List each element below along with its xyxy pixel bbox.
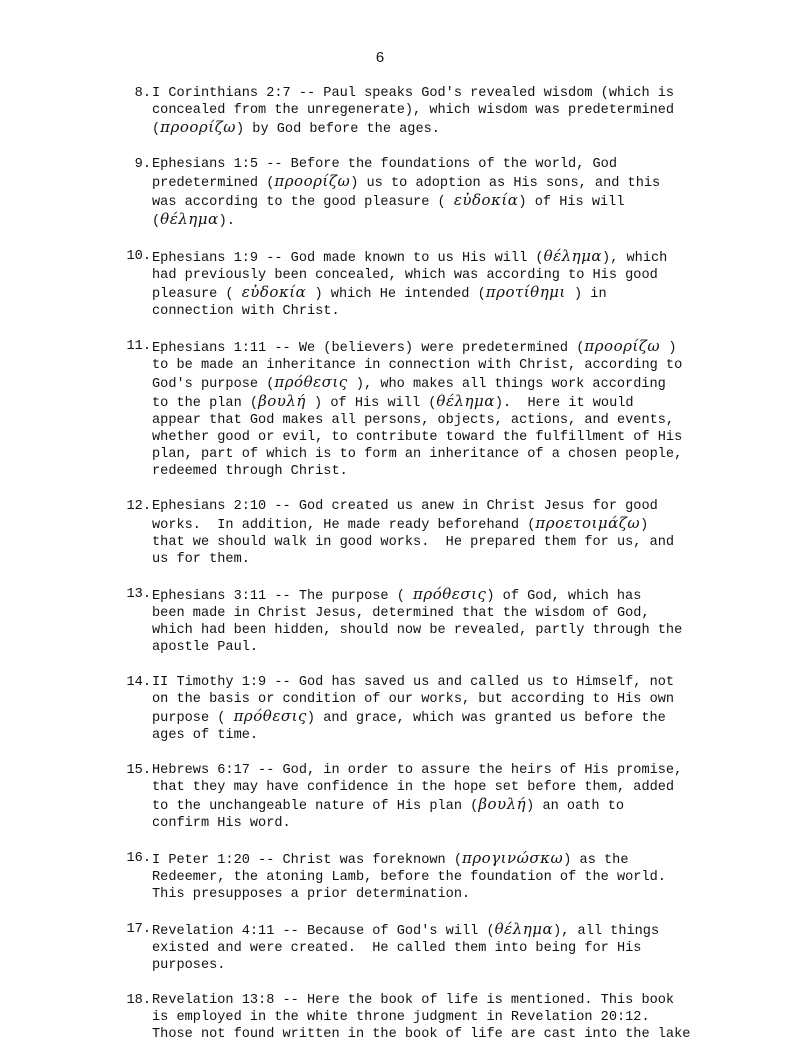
list-item bbox=[114, 992, 714, 1043]
text-run: on the basis or condition of our works, but according to His own bbox=[152, 692, 675, 707]
greek-term: εὐδοκία bbox=[453, 191, 519, 209]
text-run: that we should walk in good works. He prepared them for us, and bbox=[152, 535, 675, 550]
text-run: ) bbox=[640, 518, 649, 533]
list-item-number: 13. bbox=[126, 587, 151, 602]
text-line bbox=[152, 850, 714, 869]
text-line bbox=[152, 605, 714, 622]
text-line bbox=[152, 779, 714, 796]
text-line bbox=[152, 992, 714, 1009]
greek-term: πρόθεσις bbox=[233, 707, 307, 725]
text-run: ( bbox=[152, 122, 161, 137]
list-item-number: 10. bbox=[126, 249, 151, 264]
text-run: ) by God before the ages. bbox=[235, 122, 440, 137]
text-line bbox=[152, 534, 714, 551]
text-line bbox=[152, 762, 714, 779]
list-item-text bbox=[151, 248, 714, 320]
text-run: II Timothy 1:9 -- God has saved us and called us to Himself, not bbox=[152, 675, 675, 690]
list-item-text bbox=[151, 992, 714, 1043]
text-run: connection with Christ. bbox=[152, 304, 340, 319]
greek-term: εὐδοκία bbox=[241, 283, 307, 301]
greek-term: πρόθεσις bbox=[413, 585, 487, 603]
text-run: predetermined ( bbox=[152, 176, 275, 191]
text-line bbox=[152, 622, 714, 639]
greek-term: προτίθημι bbox=[485, 283, 566, 301]
list-item-text bbox=[151, 85, 714, 138]
text-run: works. In addition, He made ready beforehand ( bbox=[152, 518, 536, 533]
text-line bbox=[152, 957, 714, 974]
list-item-number: 8. bbox=[134, 86, 151, 101]
text-line bbox=[152, 338, 714, 357]
list-item bbox=[114, 85, 714, 138]
list-item bbox=[114, 338, 714, 480]
list-item-text bbox=[151, 762, 714, 832]
text-run: to be made an inheritance in connection with Christ, according to bbox=[152, 358, 683, 373]
text-run: plan, part of which is to form an inheritance of a chosen people, bbox=[152, 447, 683, 462]
list-item bbox=[114, 248, 714, 320]
text-run: Revelation 4:11 -- Because of God's will ( bbox=[152, 924, 495, 939]
text-line bbox=[152, 156, 714, 173]
text-run: pleasure ( bbox=[152, 287, 242, 302]
list-item bbox=[114, 762, 714, 832]
list-item bbox=[114, 850, 714, 903]
list-item bbox=[114, 674, 714, 744]
text-line bbox=[152, 886, 714, 903]
text-run: ), which bbox=[602, 251, 668, 266]
text-run: been made in Christ Jesus, determined that the wisdom of God, bbox=[152, 606, 650, 621]
text-run: that they may have confidence in the hope set before them, added bbox=[152, 780, 675, 795]
text-line bbox=[152, 674, 714, 691]
text-run: Hebrews 6:17 -- God, in order to assure the heirs of His promise, bbox=[152, 763, 683, 778]
text-run: ( bbox=[152, 214, 161, 229]
text-run: ) an oath to bbox=[526, 799, 625, 814]
text-run: Those not found written in the book of life are cast into the lake bbox=[152, 1027, 691, 1042]
text-run: Ephesians 1:11 -- We (believers) were predetermined ( bbox=[152, 341, 585, 356]
greek-term: θέλημα bbox=[436, 392, 495, 410]
text-run: Revelation 13:8 -- Here the book of life is mentioned. This book bbox=[152, 993, 675, 1008]
text-run: is employed in the white throne judgment in Revelation 20:12. bbox=[152, 1010, 650, 1025]
text-run: purpose ( bbox=[152, 711, 234, 726]
text-run: ) in bbox=[565, 287, 607, 302]
list-item-text bbox=[151, 156, 714, 230]
text-run: ) us to adoption as His sons, and this bbox=[350, 176, 661, 191]
text-line bbox=[152, 412, 714, 429]
text-line bbox=[152, 248, 714, 267]
greek-term: θέλημα bbox=[160, 210, 219, 228]
text-line bbox=[152, 267, 714, 284]
list-item-text bbox=[151, 674, 714, 744]
list-item-number: 17. bbox=[126, 922, 151, 937]
list-item-text bbox=[151, 498, 714, 568]
text-line bbox=[152, 463, 714, 480]
text-run: appear that God makes all persons, objects, actions, and events, bbox=[152, 413, 675, 428]
list-item-number: 11. bbox=[126, 339, 151, 354]
text-run: existed and were created. He called them into being for His bbox=[152, 941, 642, 956]
text-run: ), who makes all things work according bbox=[347, 377, 666, 392]
greek-term: προγινώσκω bbox=[462, 849, 564, 867]
list-item bbox=[114, 586, 714, 656]
text-line bbox=[152, 192, 714, 211]
greek-term: προορίζω bbox=[160, 118, 236, 136]
scripture-reference-list bbox=[114, 85, 714, 1061]
text-line bbox=[152, 374, 714, 393]
text-run: God's purpose ( bbox=[152, 377, 275, 392]
list-item-number: 18. bbox=[126, 993, 151, 1008]
text-line bbox=[152, 211, 714, 230]
text-run: ) which He intended ( bbox=[306, 287, 486, 302]
text-run: ), all things bbox=[553, 924, 660, 939]
greek-term: προορίζω bbox=[584, 337, 661, 355]
text-run: was according to the good pleasure ( bbox=[152, 195, 454, 210]
text-line bbox=[152, 284, 714, 303]
text-run: ). bbox=[218, 214, 235, 229]
list-item bbox=[114, 921, 714, 974]
text-line bbox=[152, 102, 714, 119]
text-run: which had been hidden, should now be revealed, partly through the bbox=[152, 623, 683, 638]
text-line bbox=[152, 429, 714, 446]
text-line bbox=[152, 815, 714, 832]
text-line bbox=[152, 727, 714, 744]
text-run: Ephesians 1:5 -- Before the foundations of the world, God bbox=[152, 157, 617, 172]
text-run: ages of time. bbox=[152, 728, 259, 743]
text-line bbox=[152, 551, 714, 568]
text-run: us for them. bbox=[152, 552, 250, 567]
text-run: Ephesians 2:10 -- God created us anew in Christ Jesus for good bbox=[152, 499, 658, 514]
list-item-text bbox=[151, 921, 714, 974]
list-item-number: 12. bbox=[126, 499, 151, 514]
page-number: 6 bbox=[375, 50, 385, 67]
text-run: ) as the bbox=[563, 853, 629, 868]
text-run: Redeemer, the atoning Lamb, before the foundation of the world. bbox=[152, 870, 666, 885]
list-item bbox=[114, 156, 714, 230]
text-line bbox=[152, 173, 714, 192]
text-run: redeemed through Christ. bbox=[152, 464, 348, 479]
text-line bbox=[152, 796, 714, 815]
greek-term: θέλημα bbox=[494, 920, 554, 938]
list-item-number: 15. bbox=[126, 763, 151, 778]
text-line bbox=[152, 940, 714, 957]
text-run: ) bbox=[660, 341, 677, 356]
text-run: had previously been concealed, which was according to His good bbox=[152, 268, 658, 283]
text-run: ) of His will ( bbox=[305, 396, 437, 411]
text-run: I Corinthians 2:7 -- Paul speaks God's revealed wisdom (which is bbox=[152, 86, 675, 101]
text-run: ) of God, which has bbox=[486, 589, 642, 604]
list-item-number: 16. bbox=[126, 851, 151, 866]
text-line bbox=[152, 446, 714, 463]
greek-term: πρόθεσις bbox=[274, 373, 348, 391]
list-item-text bbox=[151, 850, 714, 903]
text-run: confirm His word. bbox=[152, 816, 291, 831]
text-line bbox=[152, 639, 714, 656]
text-line bbox=[152, 586, 714, 605]
text-run: Ephesians 3:11 -- The purpose ( bbox=[152, 589, 414, 604]
text-line bbox=[152, 1009, 714, 1026]
text-run: apostle Paul. bbox=[152, 640, 259, 655]
text-line bbox=[152, 393, 714, 412]
text-line bbox=[152, 708, 714, 727]
text-run: This presupposes a prior determination. bbox=[152, 887, 471, 902]
text-run: purposes. bbox=[152, 958, 226, 973]
text-line bbox=[152, 1026, 714, 1043]
greek-term: βουλή bbox=[258, 392, 306, 410]
text-line bbox=[152, 921, 714, 940]
text-run: ) and grace, which was granted us before the bbox=[306, 711, 666, 726]
text-line bbox=[152, 357, 714, 374]
text-line bbox=[152, 303, 714, 320]
greek-term: προετοιμάζω bbox=[535, 514, 641, 532]
text-run: to the unchangeable nature of His plan ( bbox=[152, 799, 479, 814]
text-run: ). Here it would bbox=[494, 396, 634, 411]
text-line bbox=[152, 515, 714, 534]
text-line bbox=[152, 691, 714, 708]
list-item-number: 9. bbox=[134, 157, 151, 172]
list-item-number: 14. bbox=[126, 675, 151, 690]
text-run: ) of His will bbox=[518, 195, 625, 210]
list-item-text bbox=[151, 586, 714, 656]
list-item bbox=[114, 498, 714, 568]
text-line bbox=[152, 498, 714, 515]
text-line bbox=[152, 85, 714, 102]
greek-term: θέλημα bbox=[543, 247, 603, 265]
text-run: concealed from the unregenerate), which wisdom was predetermined bbox=[152, 103, 675, 118]
greek-term: προορίζω bbox=[274, 172, 351, 190]
text-run: Ephesians 1:9 -- God made known to us His will ( bbox=[152, 251, 544, 266]
list-item-text bbox=[151, 338, 714, 480]
greek-term: βουλή bbox=[478, 795, 527, 813]
text-run: whether good or evil, to contribute toward the fulfillment of His bbox=[152, 430, 683, 445]
text-run: to the plan ( bbox=[152, 396, 259, 411]
text-line bbox=[152, 119, 714, 138]
text-line bbox=[152, 869, 714, 886]
text-run: I Peter 1:20 -- Christ was foreknown ( bbox=[152, 853, 462, 868]
